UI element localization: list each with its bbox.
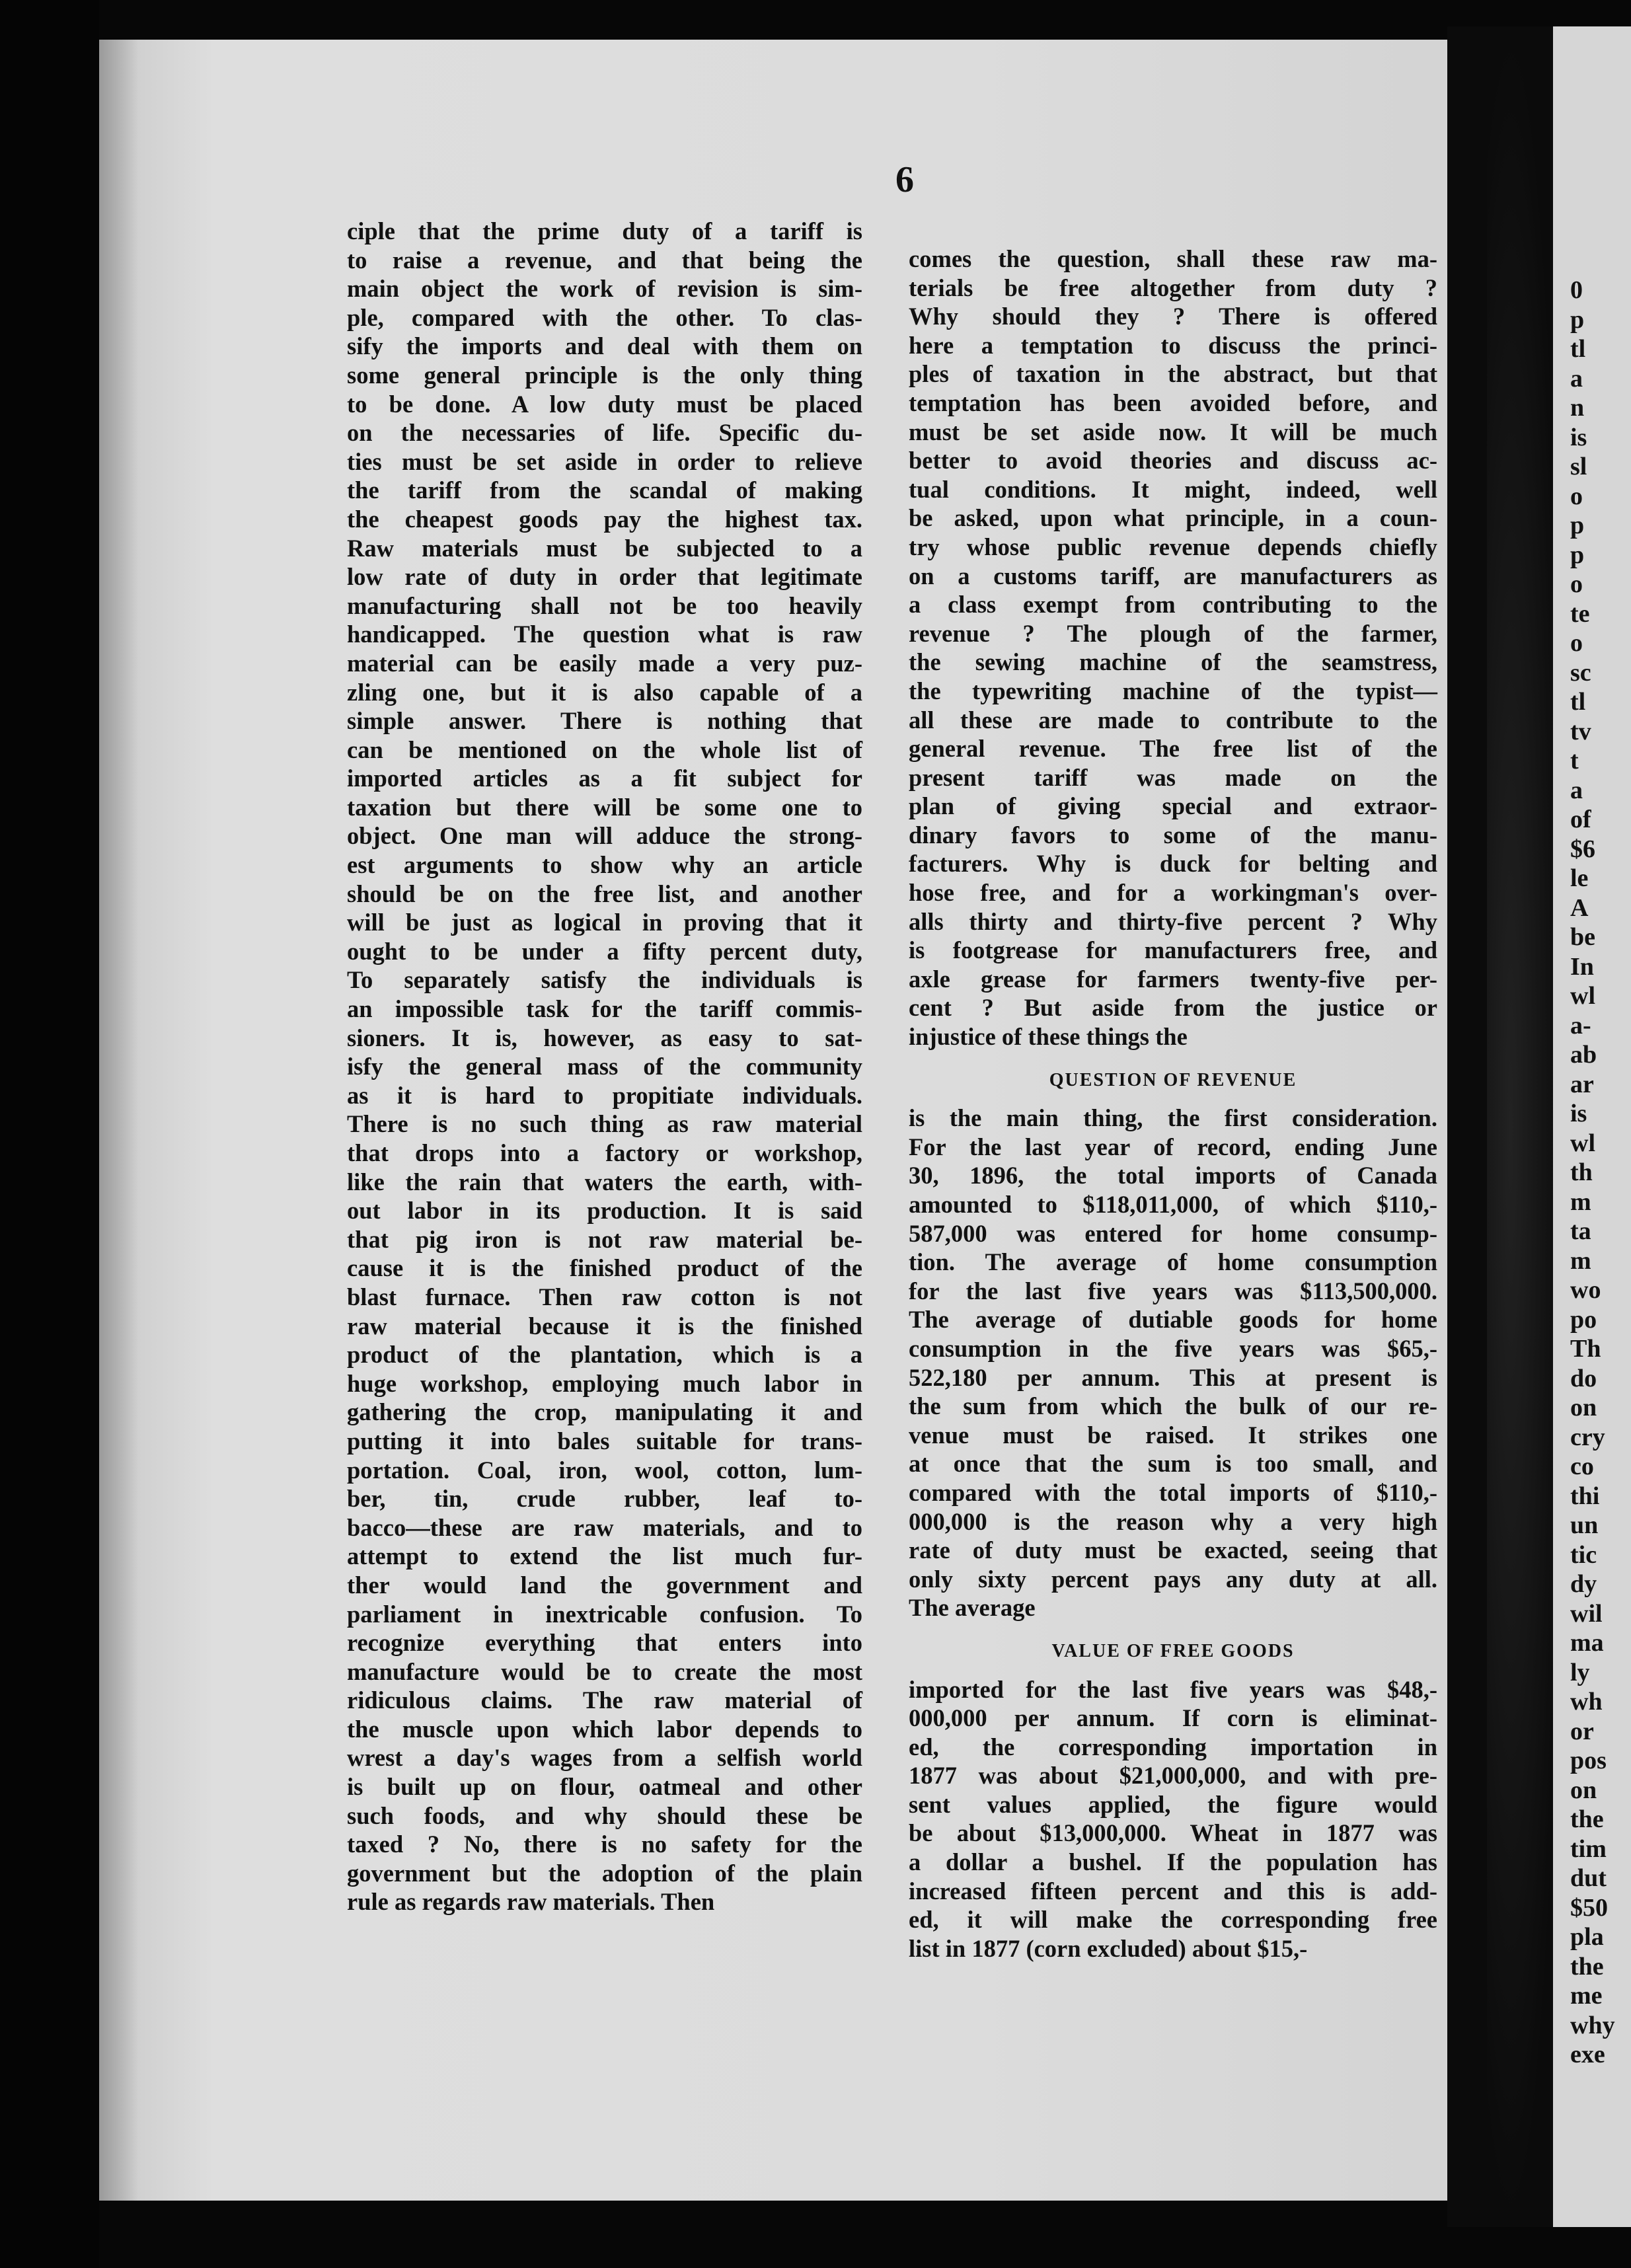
adjacent-page-fragment: ma [1570, 1629, 1604, 1657]
text-line: must be set aside now. It will be much [909, 418, 1437, 445]
text-line: alls thirty and thirty-five percent ? Why [909, 907, 1437, 935]
adjacent-page-fragment: of [1570, 806, 1591, 833]
text-line: imported for the last five years was $48,- [909, 1675, 1437, 1703]
text-line: is footgrease for manufacturers free, and [909, 936, 1437, 964]
adjacent-page-fragment: on [1570, 1776, 1597, 1804]
text-line: To separately satisfy the individuals is [347, 966, 862, 994]
adjacent-page-fragment: or [1570, 1717, 1594, 1745]
text-line: dinary favors to some of the manu- [909, 821, 1437, 849]
adjacent-page-fragment: A [1570, 893, 1589, 922]
text-line: only sixty percent pays any duty at all. [909, 1565, 1437, 1593]
text-line: the cheapest goods pay the highest tax. [347, 505, 862, 533]
adjacent-page-fragment: sc [1570, 658, 1591, 687]
adjacent-page-fragment: tim [1570, 1834, 1607, 1863]
text-line: ber, tin, crude rubber, leaf to- [347, 1485, 862, 1513]
adjacent-page-fragment: is [1570, 423, 1587, 451]
text-line: try whose public revenue depends chiefly [909, 533, 1437, 560]
text-line: be about $13,000,000. Wheat in 1877 was [909, 1819, 1437, 1847]
text-line: increased fifteen percent and this is add- [909, 1877, 1437, 1905]
text-line: that drops into a factory or workshop, [347, 1139, 862, 1166]
text-line: recognize everything that enters into [347, 1629, 862, 1657]
adjacent-page-fragment: In [1570, 952, 1594, 981]
section-heading-question-of-revenue: QUESTION OF REVENUE [1049, 1069, 1297, 1090]
text-line: main object the work of revision is sim- [347, 275, 862, 303]
text-line: out labor in its production. It is said [347, 1197, 862, 1225]
left-column [347, 217, 862, 1916]
text-line: ther would land the government and [347, 1571, 862, 1599]
text-line: for the last five years was $113,500,000. [909, 1277, 1437, 1304]
document-page [99, 40, 1540, 2201]
adjacent-page-fragment: wil [1570, 1599, 1603, 1628]
adjacent-page-fragment: te [1570, 599, 1590, 628]
text-line: 1877 was about $21,000,000, and with pre- [909, 1762, 1437, 1790]
text-line: injustice of these things the [909, 1023, 1188, 1051]
text-line: zling one, but it is also capable of a [347, 678, 862, 706]
adjacent-page-fragment: p [1570, 305, 1585, 334]
adjacent-page-fragment: ta [1570, 1217, 1591, 1245]
adjacent-page-fragment: th [1570, 1158, 1593, 1186]
adjacent-page-fragment: n [1570, 394, 1585, 422]
text-line: sioners. It is, however, as easy to sat- [347, 1024, 862, 1051]
text-line: ridiculous claims. The raw material of [347, 1686, 862, 1714]
text-line: a class exempt from contributing to the [909, 591, 1437, 619]
text-line: revenue ? The plough of the farmer, [909, 619, 1437, 647]
text-line: low rate of duty in order that legitimate [347, 563, 862, 591]
text-line: taxation but there will be some one to [347, 793, 862, 821]
text-line: bacco—these are raw materials, and to [347, 1513, 862, 1541]
text-line: venue must be raised. It strikes one [909, 1421, 1437, 1449]
text-line: that pig iron is not raw material be- [347, 1225, 862, 1253]
adjacent-page-fragment: p [1570, 541, 1585, 569]
text-line: There is no such thing as raw material [347, 1110, 862, 1138]
text-line: plan of giving special and extraor- [909, 792, 1437, 820]
right-block-1 [909, 245, 1437, 1051]
text-line: object. One man will adduce the strong- [347, 822, 862, 850]
text-line: 30, 1896, the total imports of Canada [909, 1162, 1437, 1190]
adjacent-page-fragment: dy [1570, 1570, 1597, 1598]
text-line: can be mentioned on the whole list of [347, 736, 862, 763]
adjacent-page-fragment: o [1570, 629, 1583, 657]
text-line: 000,000 is the reason why a very high [909, 1507, 1437, 1535]
adjacent-page-fragment: tl [1570, 688, 1586, 716]
text-line: facturers. Why is duck for belting and [909, 850, 1437, 878]
text-line: manufacture would be to create the most [347, 1657, 862, 1685]
text-line: axle grease for farmers twenty-five per- [909, 965, 1437, 993]
text-line: here a temptation to discuss the princi- [909, 331, 1437, 359]
text-line: consumption in the five years was $65,- [909, 1334, 1437, 1362]
adjacent-page-fragment: m [1570, 1246, 1591, 1275]
text-line: material can be easily made a very puz- [347, 649, 862, 677]
text-line: compared with the total imports of $110,- [909, 1478, 1437, 1506]
text-line: product of the plantation, which is a [347, 1341, 862, 1369]
text-line: is built up on flour, oatmeal and other [347, 1773, 862, 1801]
page-fold-shadow [99, 40, 139, 2201]
text-line: cent ? But aside from the justice or [909, 994, 1437, 1022]
text-line: government but the adoption of the plain [347, 1859, 862, 1887]
adjacent-page-fragment: tic [1570, 1540, 1597, 1569]
adjacent-page-fragment: ab [1570, 1041, 1597, 1069]
adjacent-page-fragment: tv [1570, 717, 1591, 745]
text-line: ties must be set aside in order to relieve [347, 447, 862, 475]
text-line: Why should they ? There is offered [909, 303, 1437, 330]
adjacent-page-fragment: pla [1570, 1923, 1604, 1951]
adjacent-page-fragment: p [1570, 511, 1585, 539]
text-line: sent values applied, the figure would [909, 1790, 1437, 1818]
text-line: 587,000 was entered for home consump- [909, 1219, 1437, 1247]
text-line: to raise a revenue, and that being the [347, 246, 862, 274]
text-line: list in 1877 (corn excluded) about $15,- [909, 1934, 1308, 1962]
adjacent-page-fragment: dut [1570, 1864, 1607, 1892]
text-line: on the necessaries of life. Specific du- [347, 419, 862, 447]
adjacent-page-fragment: m [1570, 1188, 1591, 1216]
text-line: cause it is the finished product of the [347, 1254, 862, 1282]
text-line: the typewriting machine of the typist— [909, 677, 1437, 704]
text-line: taxed ? No, there is no safety for the [347, 1831, 862, 1858]
text-line: temptation has been avoided before, and [909, 389, 1437, 416]
adjacent-page-fragment: sl [1570, 453, 1587, 480]
text-line: like the rain that waters the earth, with- [347, 1168, 862, 1195]
right-column [909, 245, 1437, 1963]
text-line: ed, the corresponding importation in [909, 1733, 1437, 1760]
text-line: at once that the sum is too small, and [909, 1450, 1437, 1478]
text-line: For the last year of record, ending June [909, 1133, 1437, 1160]
adjacent-page-fragment: po [1570, 1305, 1597, 1334]
adjacent-page-fragment: be [1570, 923, 1595, 951]
text-line: some general principle is the only thing [347, 361, 862, 389]
text-line: putting it into bales suitable for trans- [347, 1427, 862, 1455]
text-line: simple answer. There is nothing that [347, 707, 862, 735]
text-line: manufacturing shall not be too heavily [347, 591, 862, 619]
text-line: amounted to $118,011,000, of which $110,- [909, 1191, 1437, 1218]
text-line: ought to be under a fifty percent duty, [347, 937, 862, 965]
adjacent-page-fragment: the [1570, 1952, 1604, 1981]
text-line: The average of dutiable goods for home [909, 1306, 1437, 1334]
adjacent-page-fragment: Th [1570, 1335, 1601, 1363]
adjacent-page-fragment: wh [1570, 1688, 1603, 1716]
text-line: The average [909, 1594, 1036, 1622]
adjacent-page-fragment: t [1570, 747, 1579, 775]
text-line: raw material because it is the finished [347, 1312, 862, 1340]
text-line: a dollar a bushel. If the population has [909, 1848, 1437, 1876]
text-line: be asked, upon what principle, in a coun- [909, 504, 1437, 532]
text-line: portation. Coal, iron, wool, cotton, lum- [347, 1456, 862, 1484]
adjacent-page-fragment: why [1570, 2011, 1615, 2039]
adjacent-page-edge [1553, 26, 1631, 2227]
adjacent-page-fragment: exe [1570, 2041, 1605, 2068]
scan-left-edge [0, 0, 99, 2268]
adjacent-page-fragment: un [1570, 1511, 1599, 1539]
adjacent-page-fragment: $6 [1570, 835, 1595, 863]
text-line: should be on the free list, and another [347, 880, 862, 907]
text-line: is the main thing, the first consideration. [909, 1104, 1437, 1132]
text-line: the muscle upon which labor depends to [347, 1715, 862, 1743]
adjacent-page-fragment: is [1570, 1100, 1587, 1127]
text-line: an impossible task for the tariff commis- [347, 995, 862, 1023]
text-line: imported articles as a fit subject for [347, 765, 862, 792]
text-line: tual conditions. It might, indeed, well [909, 475, 1437, 503]
text-line: 000,000 per annum. If corn is eliminat- [909, 1704, 1437, 1732]
text-line: the sewing machine of the seamstress, [909, 648, 1437, 676]
text-line: ple, compared with the other. To clas- [347, 303, 862, 331]
text-line: huge workshop, employing much labor in [347, 1369, 862, 1397]
adjacent-page-fragment: tl [1570, 335, 1586, 363]
text-line: the tariff from the scandal of making [347, 476, 862, 504]
text-line: such foods, and why should these be [347, 1801, 862, 1829]
text-line: will be just as logical in proving that it [347, 909, 862, 936]
text-line: ed, it will make the corresponding free [909, 1906, 1437, 1934]
adjacent-page-fragment: cry [1570, 1423, 1605, 1451]
text-line: better to avoid theories and discuss ac- [909, 447, 1437, 474]
text-line: comes the question, shall these raw ma- [909, 245, 1437, 272]
adjacent-page-fragment: thi [1570, 1482, 1600, 1510]
text-line: 522,180 per annum. This at present is [909, 1363, 1437, 1391]
text-line: hose free, and for a workingman's over- [909, 879, 1437, 907]
adjacent-page-fragment: the [1570, 1805, 1604, 1833]
adjacent-page-fragment: wo [1570, 1276, 1601, 1304]
adjacent-page-fragment: ar [1570, 1070, 1594, 1098]
text-line: wrest a day's wages from a selfish world [347, 1744, 862, 1772]
text-line: as it is hard to propitiate individuals. [347, 1081, 862, 1109]
text-line: attempt to extend the list much fur- [347, 1542, 862, 1570]
text-line: ples of taxation in the abstract, but that [909, 360, 1437, 388]
text-line: tion. The average of home consumption [909, 1248, 1437, 1276]
page-number: 6 [895, 159, 914, 200]
text-line: gathering the crop, manipulating it and [347, 1398, 862, 1426]
text-line: rule as regards raw materials. Then [347, 1888, 715, 1916]
adjacent-page-fragment: 0 [1570, 276, 1583, 304]
text-line: sify the imports and deal with them on [347, 332, 862, 360]
adjacent-page-fragment: wl [1570, 1129, 1595, 1157]
right-block-2 [909, 1104, 1437, 1622]
adjacent-page-fragment: a [1570, 364, 1583, 393]
adjacent-page-fragment: a [1570, 776, 1583, 804]
adjacent-page-fragment: a- [1570, 1011, 1591, 1040]
text-line: ciple that the prime duty of a tariff is [347, 217, 862, 245]
adjacent-page-fragment: do [1570, 1364, 1597, 1392]
text-line: the sum from which the bulk of our re- [909, 1392, 1437, 1420]
text-line: rate of duty must be exacted, seeing that [909, 1536, 1437, 1564]
text-line: to be done. A low duty must be placed [347, 390, 862, 418]
adjacent-page-fragment: on [1570, 1394, 1597, 1421]
adjacent-page-fragment: o [1570, 570, 1583, 598]
text-line: on a customs tariff, are manufacturers as [909, 562, 1437, 589]
text-line: terials be free altogether from duty ? [909, 274, 1437, 301]
adjacent-page-fragment: me [1570, 1982, 1603, 2010]
adjacent-page-fragment: pos [1570, 1747, 1607, 1774]
text-line: isfy the general mass of the community [347, 1053, 862, 1080]
section-heading-value-of-free-goods: VALUE OF FREE GOODS [1051, 1640, 1295, 1661]
adjacent-page-fragment: wl [1570, 982, 1595, 1010]
adjacent-page-fragment: ly [1570, 1658, 1590, 1686]
adjacent-page-fragment: o [1570, 482, 1583, 510]
text-line: Raw materials must be subjected to a [347, 534, 862, 562]
text-line: all these are made to contribute to the [909, 706, 1437, 734]
text-line: est arguments to show why an article [347, 851, 862, 879]
text-line: present tariff was made on the [909, 763, 1437, 791]
text-line: handicapped. The question what is raw [347, 621, 862, 648]
adjacent-page-fragment: co [1570, 1453, 1594, 1480]
text-line: general revenue. The free list of the [909, 735, 1437, 763]
right-block-3 [909, 1675, 1437, 1963]
adjacent-page-fragment: le [1570, 864, 1589, 892]
text-line: parliament in inextricable confusion. To [347, 1600, 862, 1628]
text-line: blast furnace. Then raw cotton is not [347, 1283, 862, 1310]
adjacent-page-fragment: $50 [1570, 1893, 1608, 1922]
